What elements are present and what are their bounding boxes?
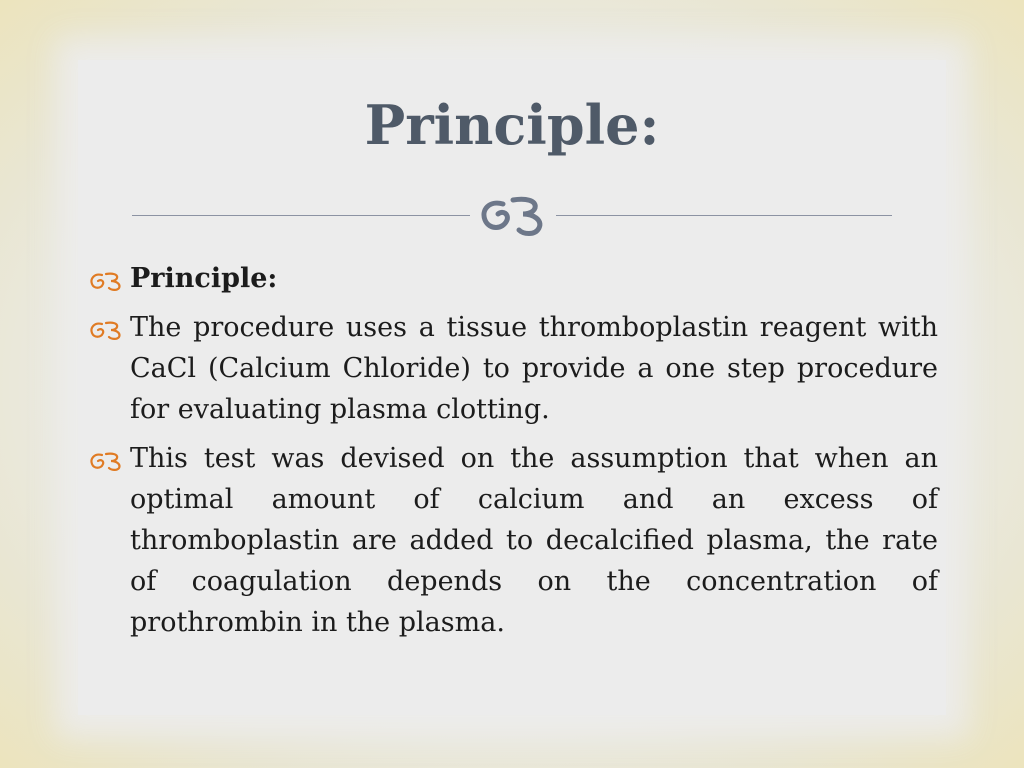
curly-arrow-bullet-icon (88, 269, 124, 291)
slide-title: Principle: (364, 93, 660, 157)
bullet-text: The procedure uses a tissue thromboplastin reagent with CaCl (Calcium Chloride) to provide a one step procedure for evaluating plasma clotting. (130, 312, 938, 425)
bullet-list (88, 258, 938, 651)
swirl-ornament-icon (473, 190, 553, 240)
bullet-item-procedure (88, 307, 938, 430)
bullet-item-principle (88, 258, 938, 299)
curly-arrow-bullet-icon (88, 318, 124, 340)
bullet-text: This test was devised on the assumption that when an optimal amount of calcium and an excess of thromboplastin are added to decalcified plasma, the rate of coagulation depends on the concentration of prothrombin in the plasma. (130, 443, 938, 638)
bullet-text: Principle: (130, 263, 278, 294)
bullet-item-assumption (88, 438, 938, 643)
curly-arrow-bullet-icon (88, 449, 124, 471)
